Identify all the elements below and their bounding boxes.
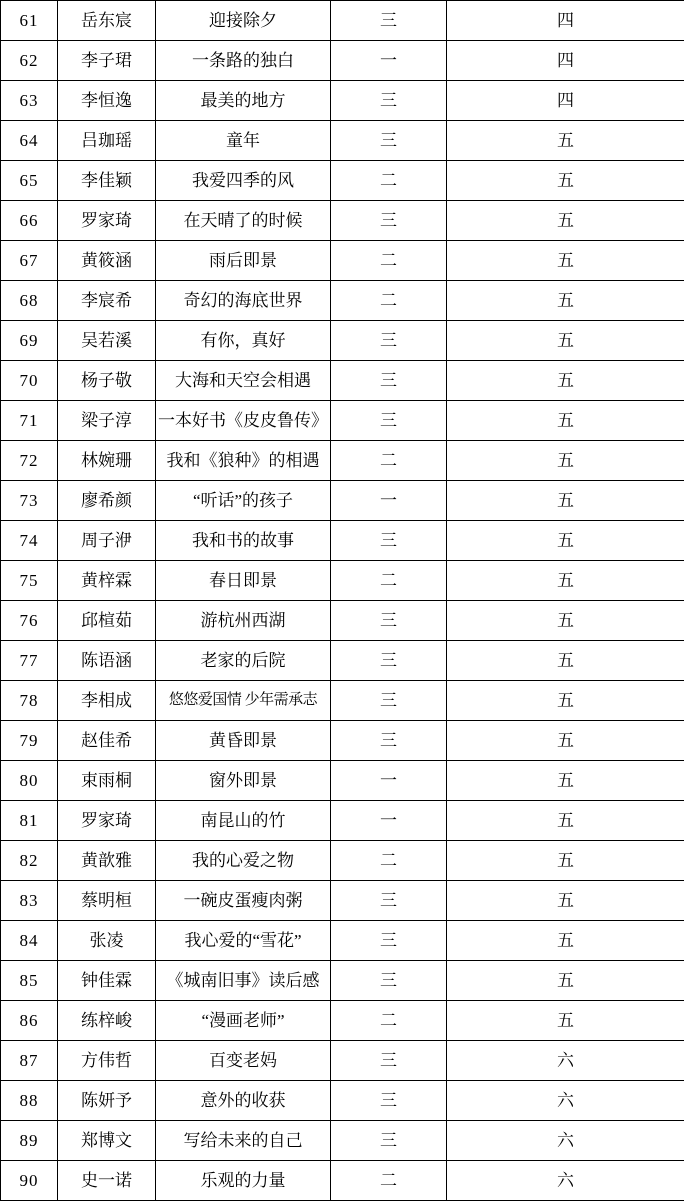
grade-cell: 五	[447, 841, 684, 881]
row-number-cell: 79	[1, 721, 58, 761]
table-row	[1, 641, 684, 681]
table-row	[1, 161, 684, 201]
essay-title-cell: 春日即景	[156, 561, 331, 601]
essay-title-cell: 我和《狼种》的相遇	[156, 441, 331, 481]
table-row	[1, 521, 684, 561]
grade-cell: 五	[447, 481, 684, 521]
student-name-cell: 陈语涵	[58, 641, 156, 681]
row-number-cell: 85	[1, 961, 58, 1001]
student-name-cell: 黄筱涵	[58, 241, 156, 281]
grade-cell: 四	[447, 41, 684, 81]
row-number-cell: 86	[1, 1001, 58, 1041]
table-row	[1, 401, 684, 441]
row-number-cell: 80	[1, 761, 58, 801]
level-cell: 二	[331, 841, 447, 881]
grade-cell: 五	[447, 361, 684, 401]
table-row	[1, 241, 684, 281]
table-row	[1, 361, 684, 401]
essay-title-cell: 童年	[156, 121, 331, 161]
level-cell: 一	[331, 481, 447, 521]
level-cell: 二	[331, 441, 447, 481]
row-number-cell: 83	[1, 881, 58, 921]
level-cell: 三	[331, 1, 447, 41]
row-number-cell: 70	[1, 361, 58, 401]
student-name-cell: 钟佳霖	[58, 961, 156, 1001]
row-number-cell: 66	[1, 201, 58, 241]
level-cell: 二	[331, 561, 447, 601]
student-name-cell: 郑博文	[58, 1121, 156, 1161]
student-name-cell: 赵佳希	[58, 721, 156, 761]
grade-cell: 五	[447, 321, 684, 361]
student-name-cell: 黄梓霖	[58, 561, 156, 601]
table-body	[1, 1, 684, 1201]
student-name-cell: 林婉珊	[58, 441, 156, 481]
row-number-cell: 75	[1, 561, 58, 601]
table-row	[1, 1, 684, 41]
level-cell: 三	[331, 601, 447, 641]
table-row	[1, 441, 684, 481]
grade-cell: 六	[447, 1081, 684, 1121]
level-cell: 三	[331, 881, 447, 921]
essay-title-cell: 百变老妈	[156, 1041, 331, 1081]
grade-cell: 五	[447, 161, 684, 201]
grade-cell: 五	[447, 401, 684, 441]
table-row	[1, 1161, 684, 1201]
row-number-cell: 74	[1, 521, 58, 561]
essay-title-cell: 窗外即景	[156, 761, 331, 801]
essay-title-cell: 有你，真好	[156, 321, 331, 361]
level-cell: 一	[331, 801, 447, 841]
level-cell: 二	[331, 1161, 447, 1201]
student-name-cell: 杨子敬	[58, 361, 156, 401]
table-row	[1, 601, 684, 641]
table-row	[1, 201, 684, 241]
row-number-cell: 71	[1, 401, 58, 441]
row-number-cell: 88	[1, 1081, 58, 1121]
level-cell: 三	[331, 1081, 447, 1121]
level-cell: 三	[331, 201, 447, 241]
essay-title-cell: 意外的收获	[156, 1081, 331, 1121]
row-number-cell: 81	[1, 801, 58, 841]
row-number-cell: 87	[1, 1041, 58, 1081]
grade-cell: 六	[447, 1121, 684, 1161]
grade-cell: 五	[447, 561, 684, 601]
table-row	[1, 121, 684, 161]
grade-cell: 五	[447, 521, 684, 561]
table-row	[1, 681, 684, 721]
essay-title-cell: 游杭州西湖	[156, 601, 331, 641]
grade-cell: 五	[447, 281, 684, 321]
student-name-cell: 张凌	[58, 921, 156, 961]
level-cell: 一	[331, 41, 447, 81]
level-cell: 三	[331, 721, 447, 761]
row-number-cell: 73	[1, 481, 58, 521]
grade-cell: 五	[447, 801, 684, 841]
student-name-cell: 罗家琦	[58, 201, 156, 241]
essay-title-cell: 雨后即景	[156, 241, 331, 281]
level-cell: 三	[331, 961, 447, 1001]
table-row	[1, 881, 684, 921]
level-cell: 二	[331, 161, 447, 201]
grade-cell: 五	[447, 921, 684, 961]
essay-title-cell: 写给未来的自己	[156, 1121, 331, 1161]
essay-title-cell: 一碗皮蛋瘦肉粥	[156, 881, 331, 921]
student-name-cell: 束雨桐	[58, 761, 156, 801]
row-number-cell: 76	[1, 601, 58, 641]
grade-cell: 六	[447, 1041, 684, 1081]
essay-title-cell: 一本好书《皮皮鲁传》	[156, 401, 331, 441]
table-row	[1, 561, 684, 601]
table-row	[1, 961, 684, 1001]
student-name-cell: 岳东宸	[58, 1, 156, 41]
grade-cell: 五	[447, 721, 684, 761]
student-name-cell: 练梓峻	[58, 1001, 156, 1041]
table-row	[1, 281, 684, 321]
row-number-cell: 89	[1, 1121, 58, 1161]
table-row	[1, 1001, 684, 1041]
table-row	[1, 801, 684, 841]
essay-title-cell: 我爱四季的风	[156, 161, 331, 201]
table-row	[1, 481, 684, 521]
student-name-cell: 罗家琦	[58, 801, 156, 841]
grade-cell: 四	[447, 81, 684, 121]
student-name-cell: 黄歆雅	[58, 841, 156, 881]
essay-title-cell: 我的心爱之物	[156, 841, 331, 881]
row-number-cell: 62	[1, 41, 58, 81]
essay-title-cell: 迎接除夕	[156, 1, 331, 41]
level-cell: 三	[331, 681, 447, 721]
row-number-cell: 90	[1, 1161, 58, 1201]
essay-title-cell: 在天晴了的时候	[156, 201, 331, 241]
essay-title-cell: 黄昏即景	[156, 721, 331, 761]
essay-title-cell: “听话”的孩子	[156, 481, 331, 521]
table-row	[1, 1041, 684, 1081]
level-cell: 三	[331, 81, 447, 121]
level-cell: 二	[331, 281, 447, 321]
row-number-cell: 68	[1, 281, 58, 321]
student-name-cell: 李恒逸	[58, 81, 156, 121]
row-number-cell: 69	[1, 321, 58, 361]
essay-title-cell: 悠悠爱国情 少年需承志	[156, 681, 331, 721]
essay-title-cell: 乐观的力量	[156, 1161, 331, 1201]
level-cell: 三	[331, 521, 447, 561]
student-name-cell: 李相成	[58, 681, 156, 721]
student-name-cell: 李子珺	[58, 41, 156, 81]
essay-title-cell: 老家的后院	[156, 641, 331, 681]
table-row	[1, 1081, 684, 1121]
student-name-cell: 方伟哲	[58, 1041, 156, 1081]
essay-title-cell: “漫画老师”	[156, 1001, 331, 1041]
row-number-cell: 65	[1, 161, 58, 201]
student-name-cell: 邱楦茹	[58, 601, 156, 641]
student-name-cell: 史一诺	[58, 1161, 156, 1201]
table-row	[1, 41, 684, 81]
level-cell: 二	[331, 1001, 447, 1041]
student-name-cell: 蔡明桓	[58, 881, 156, 921]
grade-cell: 五	[447, 201, 684, 241]
student-name-cell: 吴若溪	[58, 321, 156, 361]
grade-cell: 五	[447, 641, 684, 681]
row-number-cell: 64	[1, 121, 58, 161]
table-row	[1, 761, 684, 801]
row-number-cell: 82	[1, 841, 58, 881]
grade-cell: 五	[447, 961, 684, 1001]
level-cell: 三	[331, 321, 447, 361]
level-cell: 一	[331, 761, 447, 801]
grade-cell: 五	[447, 1001, 684, 1041]
level-cell: 三	[331, 921, 447, 961]
level-cell: 三	[331, 641, 447, 681]
essay-title-cell: 我和书的故事	[156, 521, 331, 561]
grade-cell: 五	[447, 441, 684, 481]
table-row	[1, 1121, 684, 1161]
level-cell: 三	[331, 1121, 447, 1161]
essay-title-cell: 大海和天空会相遇	[156, 361, 331, 401]
table-row	[1, 721, 684, 761]
grade-cell: 五	[447, 761, 684, 801]
row-number-cell: 84	[1, 921, 58, 961]
grade-cell: 五	[447, 121, 684, 161]
level-cell: 三	[331, 121, 447, 161]
essay-title-cell: 《城南旧事》读后感	[156, 961, 331, 1001]
student-name-cell: 李宸希	[58, 281, 156, 321]
essay-title-cell: 南昆山的竹	[156, 801, 331, 841]
grade-cell: 六	[447, 1161, 684, 1201]
student-name-cell: 廖希颜	[58, 481, 156, 521]
student-name-cell: 李佳颖	[58, 161, 156, 201]
essay-title-cell: 我心爱的“雪花”	[156, 921, 331, 961]
student-name-cell: 陈妍予	[58, 1081, 156, 1121]
level-cell: 三	[331, 361, 447, 401]
row-number-cell: 72	[1, 441, 58, 481]
table-row	[1, 841, 684, 881]
level-cell: 三	[331, 1041, 447, 1081]
grade-cell: 五	[447, 241, 684, 281]
row-number-cell: 78	[1, 681, 58, 721]
table-row	[1, 81, 684, 121]
student-name-cell: 周子洢	[58, 521, 156, 561]
grade-cell: 五	[447, 681, 684, 721]
grade-cell: 四	[447, 1, 684, 41]
row-number-cell: 77	[1, 641, 58, 681]
student-name-cell: 梁子淳	[58, 401, 156, 441]
table-row	[1, 921, 684, 961]
level-cell: 三	[331, 401, 447, 441]
grade-cell: 五	[447, 881, 684, 921]
level-cell: 二	[331, 241, 447, 281]
row-number-cell: 67	[1, 241, 58, 281]
table-row	[1, 321, 684, 361]
essay-title-cell: 一条路的独白	[156, 41, 331, 81]
essay-title-cell: 最美的地方	[156, 81, 331, 121]
row-number-cell: 61	[1, 1, 58, 41]
grade-cell: 五	[447, 601, 684, 641]
essay-title-cell: 奇幻的海底世界	[156, 281, 331, 321]
student-name-cell: 吕珈瑶	[58, 121, 156, 161]
row-number-cell: 63	[1, 81, 58, 121]
